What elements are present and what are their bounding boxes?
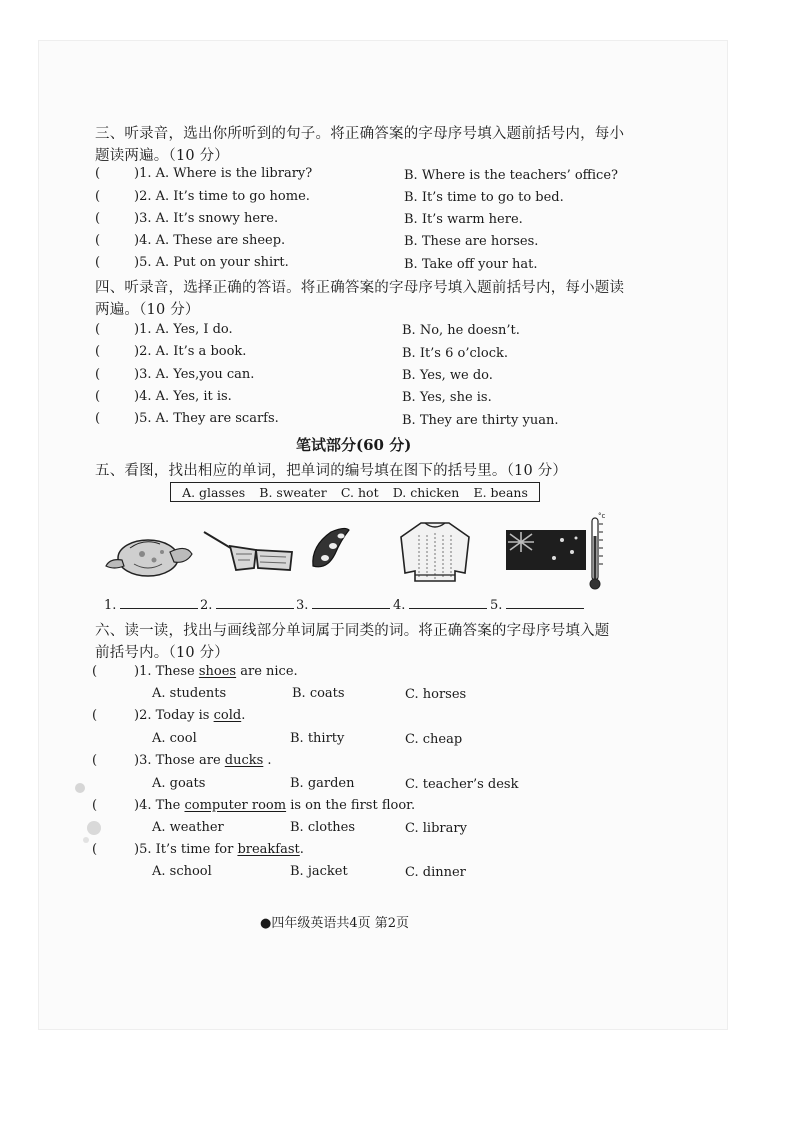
option-b: B. jacket <box>290 864 348 879</box>
underlined-word: ducks <box>224 753 264 768</box>
question-option-a: )1. A. Where is the library? <box>134 166 313 181</box>
answer-line[interactable] <box>120 596 198 609</box>
answer-paren[interactable]: ( <box>95 389 101 404</box>
blank-number: 5. <box>490 598 503 613</box>
answer-paren[interactable]: ( <box>95 255 101 270</box>
hot-thermometer-picture <box>502 512 612 592</box>
picture-blank-5[interactable] <box>490 596 584 613</box>
question-option-b: B. It’s time to go to bed. <box>404 190 564 205</box>
question-option-b: B. Yes, we do. <box>402 368 493 383</box>
answer-line[interactable] <box>506 596 584 609</box>
blank-number: 1. <box>104 598 117 613</box>
option-c: C. dinner <box>405 865 466 880</box>
option-b: B. coats <box>292 686 345 701</box>
question-option-a: )4. A. These are sheep. <box>134 233 286 248</box>
answer-line[interactable] <box>216 596 294 609</box>
answer-line[interactable] <box>312 596 390 609</box>
picture-blank-4[interactable] <box>393 596 487 613</box>
option-b: B. clothes <box>290 820 356 835</box>
answer-paren[interactable]: ( <box>95 344 101 359</box>
picture-blank-1[interactable] <box>104 596 198 613</box>
stem-text: is on the first floor. <box>286 798 416 813</box>
underlined-word: shoes <box>198 664 237 679</box>
option-c: C. library <box>405 821 467 836</box>
picture-blank-2[interactable] <box>200 596 294 613</box>
stem-text: )1. These <box>134 664 199 679</box>
picture-blank-3[interactable] <box>296 596 390 613</box>
word-option: A. glasses <box>182 484 246 500</box>
answer-paren[interactable]: ( <box>95 166 101 181</box>
question-option-a: )5. A. Put on your shirt. <box>134 255 289 270</box>
option-b: B. thirty <box>290 731 345 746</box>
section6-heading-line2: 前括号内。（10 分） <box>95 645 230 661</box>
question-stem <box>134 708 245 723</box>
stem-text: . <box>241 708 246 723</box>
question-option-b: B. These are horses. <box>404 234 539 249</box>
written-part-title: 笔试部分(60 分) <box>296 436 412 454</box>
option-a: A. weather <box>152 820 224 835</box>
question-option-a: )4. A. Yes, it is. <box>134 389 232 404</box>
question-option-b: B. No, he doesn’t. <box>402 323 520 338</box>
question-option-a: )1. A. Yes, I do. <box>134 322 233 337</box>
question-option-a: )3. A. Yes,you can. <box>134 367 255 382</box>
question-option-b: B. They are thirty yuan. <box>402 413 559 428</box>
answer-line[interactable] <box>409 596 487 609</box>
question-option-a: )2. A. It’s time to go home. <box>134 189 310 204</box>
answer-paren[interactable]: ( <box>95 233 101 248</box>
answer-paren[interactable]: ( <box>92 798 98 813</box>
underlined-word: breakfast <box>237 842 300 857</box>
question-option-a: )2. A. It’s a book. <box>134 344 247 359</box>
word-bank-box <box>170 482 540 502</box>
blank-number: 3. <box>296 598 309 613</box>
scan-smudge <box>60 770 120 850</box>
word-option: D. chicken <box>392 484 460 500</box>
stem-text: are nice. <box>236 664 298 679</box>
option-c: C. teacher’s desk <box>405 777 519 792</box>
answer-paren[interactable]: ( <box>95 322 101 337</box>
chicken-picture <box>100 520 200 590</box>
answer-paren[interactable]: ( <box>95 189 101 204</box>
answer-paren[interactable]: ( <box>95 211 101 226</box>
beans-picture <box>305 520 355 580</box>
answer-paren[interactable]: ( <box>92 708 98 723</box>
question-stem <box>134 753 272 768</box>
answer-paren[interactable]: ( <box>95 367 101 382</box>
question-option-b: B. It’s 6 o’clock. <box>402 346 509 361</box>
section5-heading: 五、看图，找出相应的单词，把单词的编号填在图下的括号里。（10 分） <box>95 463 568 479</box>
page-footer: ●四年级英语共4页 第2页 <box>260 916 410 931</box>
question-option-b: B. It’s warm here. <box>404 212 523 227</box>
word-option: B. sweater <box>259 484 327 500</box>
option-a: A. students <box>152 686 227 701</box>
word-option: C. hot <box>340 484 379 500</box>
option-c: C. horses <box>405 687 467 702</box>
answer-paren[interactable]: ( <box>92 753 98 768</box>
question-option-b: B. Take off your hat. <box>404 257 538 272</box>
answer-paren[interactable]: ( <box>95 411 101 426</box>
option-a: A. goats <box>152 776 206 791</box>
blank-number: 2. <box>200 598 213 613</box>
answer-paren[interactable]: ( <box>92 664 98 679</box>
question-option-b: B. Yes, she is. <box>402 390 492 405</box>
svg-text:°c: °c <box>598 512 606 520</box>
option-b: B. garden <box>290 776 355 791</box>
answer-paren[interactable]: ( <box>92 842 98 857</box>
sweater-picture <box>395 515 475 585</box>
question-option-a: )3. A. It’s snowy here. <box>134 211 279 226</box>
stem-text: )2. Today is <box>134 708 214 723</box>
question-option-b: B. Where is the teachers’ office? <box>404 168 618 183</box>
question-stem <box>134 798 415 813</box>
underlined-word: computer room <box>184 798 287 813</box>
question-stem <box>134 842 304 857</box>
stem-text: )5. It’s time for <box>134 842 238 857</box>
question-stem <box>134 664 298 679</box>
glasses-picture <box>200 520 300 580</box>
stem-text: )4. The <box>134 798 185 813</box>
stem-text: )3. Those are <box>134 753 225 768</box>
option-a: A. school <box>152 864 212 879</box>
underlined-word: cold <box>213 708 242 723</box>
section4-heading-line2: 两遍。（10 分） <box>95 302 200 318</box>
option-a: A. cool <box>152 731 197 746</box>
section3-heading-line2: 题读两遍。（10 分） <box>95 148 230 164</box>
stem-text: . <box>299 842 304 857</box>
word-option: E. beans <box>473 484 528 500</box>
stem-text: . <box>263 753 272 768</box>
section4-heading-line1: 四、听录音，选择正确的答语。将正确答案的字母序号填入题前括号内，每小题读 <box>95 280 625 296</box>
option-c: C. cheap <box>405 732 463 747</box>
question-option-a: )5. A. They are scarfs. <box>134 411 279 426</box>
section3-heading-line1: 三、听录音，选出你所听到的句子。将正确答案的字母序号填入题前括号内，每小 <box>95 126 625 142</box>
blank-number: 4. <box>393 598 406 613</box>
section6-heading-line1: 六、读一读，找出与画线部分单词属于同类的词。将正确答案的字母序号填入题 <box>95 623 610 639</box>
